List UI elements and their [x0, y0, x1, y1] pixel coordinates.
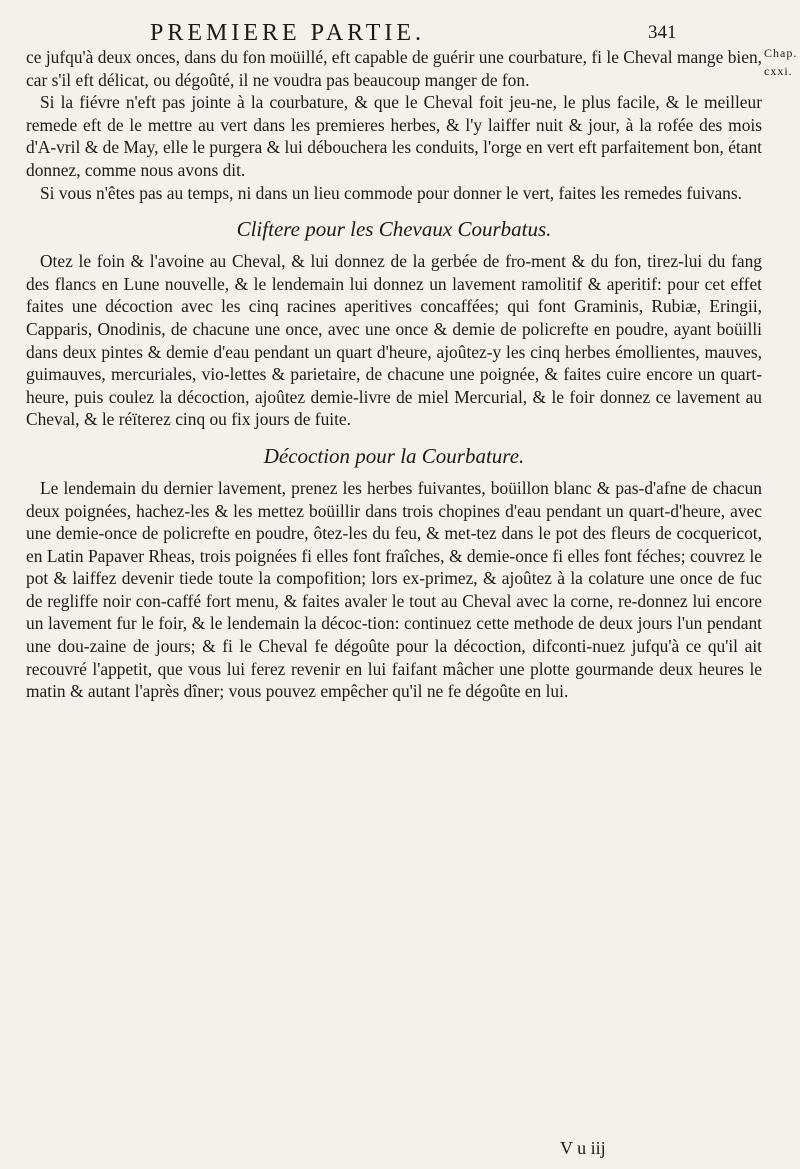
running-title: PREMIERE PARTIE.: [150, 20, 426, 46]
margin-note: [764, 44, 798, 80]
page-number: 341: [648, 22, 677, 43]
paragraph-2: Si la fiévre n'eft pas jointe à la courbature, & que le Cheval foit jeu-ne, le plus facile, & le meilleur remede eft de le mettre au vert dans les premieres herbes, & l'y laiffer nuit & jour, à la rofée des mois d'A-vril & de May, elle le purgera & lui débouchera les conduits, l'orge en vert eft parfaitement bon, étant donnez, comme nous avons dit.: [26, 92, 762, 180]
signature-mark: V u iij: [560, 1138, 606, 1158]
paragraph-4: Otez le foin & l'avoine au Cheval, & lui donnez de la gerbée de fro-ment & du fon, tirez-lui du fang des flancs en Lune nouvelle, & le lendemain lui donnez un lavement ramolitif & aperitif: pour cet effet faites une décoction avec les cinq racines aperitives concaffées; qui font Graminis, Rubiæ, Eringii, Capparis, Onodinis, de chacune une once, avec une once & demie de policrefte en poudre, ayant boüilli dans deux pintes & demie d'eau pendant un quart d'heure, ajoûtez-y les cinq herbes émollientes, mauves, guimauves, mercuriales, vio-lettes & parietaire, de chacune une poignée, & faites cuire encore un quart-heure, puis coulez la décoction, ajoûtez demie-livre de miel Mercurial, & le foir donnez ce lavement au Cheval, & le réïterez cinq ou fix jours de fuite.: [26, 251, 762, 430]
body-text: [26, 46, 762, 703]
paragraph-3: Si vous n'êtes pas au temps, ni dans un lieu commode pour donner le vert, faites les remedes fuivans.: [40, 182, 742, 203]
margin-note-chapter: Chap.: [764, 46, 798, 60]
section-heading-clystere: Cliftere pour les Chevaux Courbatus.: [236, 217, 552, 242]
paragraph-1: ce jufqu'à deux onces, dans du fon moüillé, eft capable de guérir une courbature, fi le Cheval mange bien, car s'il eft délicat, ou dégoûté, il ne voudra pas beaucoup manger de fon.: [26, 47, 762, 90]
section-heading-decoction: Décoction pour la Courbature.: [263, 443, 525, 468]
margin-note-number: cxxi.: [764, 64, 793, 78]
paragraph-5: Le lendemain du dernier lavement, prenez les herbes fuivantes, boüillon blanc & pas-d'afne de chacun deux poignées, hachez-les & les mettez boüillir dans trois chopines d'eau pendant un quart-d'heure, avec une demie-once de policrefte en poudre, ôtez-les du feu, & met-tez dans le pot des fleurs de cocquericot, en Latin Papaver Rheas, trois poignées fi elles font fraîches, & demie-once fi elles font féches; couvrez le pot & laiffez devenir tiede toute la compofition; lors ex-primez, & ajoûtez à la colature une once de fuc de regliffe noir con-caffé fort menu, & faites avaler le tout au Cheval avec la corne, re-donnez lui encore un lavement fur le foir, & le lendemain la décoc-tion: continuez cette methode de deux jours l'un pendant une dou-zaine de jours; & fi le Cheval fe dégoûte pour la décoction, difconti-nuez jufqu'à ce qu'il ait recouvré l'appetit, que vous lui ferez revenir en lui faifant mâcher une plotte gourmande deux heures le matin & autant l'après dîner; vous pouvez empêcher qu'il ne fe dégoûte en lui.: [26, 477, 762, 702]
